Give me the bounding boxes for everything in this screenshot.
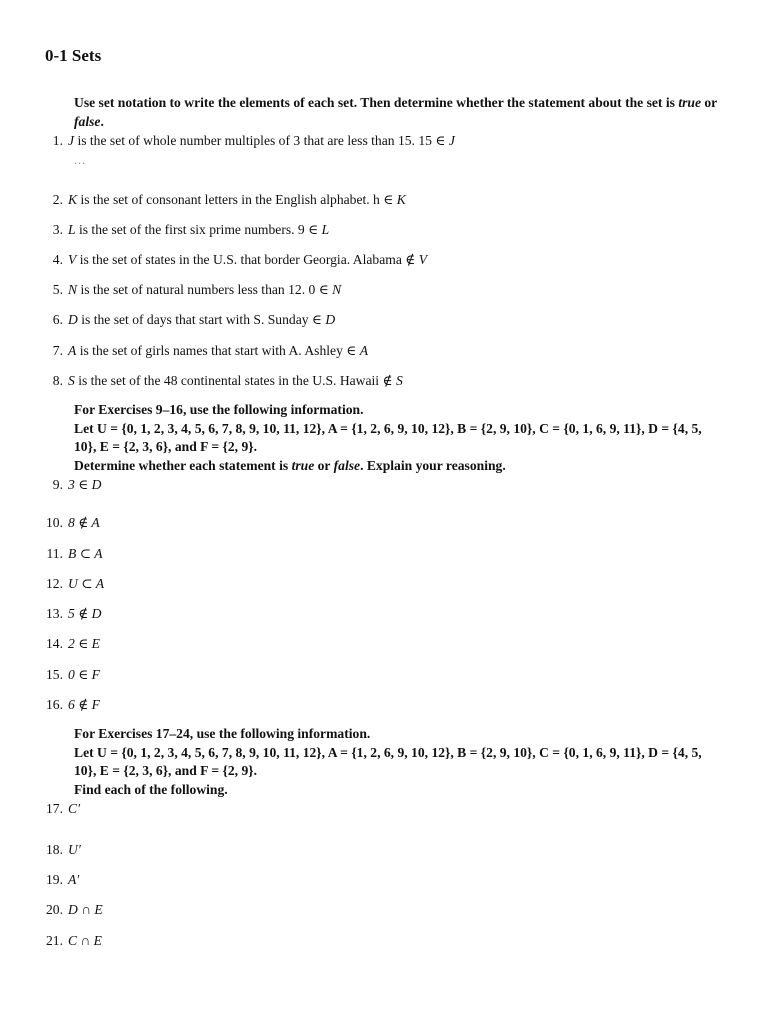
info-heading: For Exercises 9–16, use the following information.: [74, 402, 364, 417]
exercise-number: 14.: [46, 636, 63, 651]
exercise-item: [0, 545, 103, 563]
exercise-number: 21.: [46, 933, 63, 948]
exercise-number: 19.: [46, 872, 63, 887]
instructions: [74, 94, 724, 131]
exercise-number: 13.: [46, 606, 63, 621]
set-definitions: Let U = {0, 1, 2, 3, 4, 5, 6, 7, 8, 9, 10, 11, 12}, A = {1, 2, 6, 9, 10, 12}, B = {2, 9, 10}, C = {0, 1, 6, 9, 11}, D = {4, 5, 10}, E = {2, 3, 6}, and F = {2, 9}.: [74, 744, 702, 778]
exercise-text: is the set of consonant letters in the English alphabet. h ∈: [77, 192, 397, 207]
exercise-text: is the set of whole number multiples of 3 that are less than 15. 15 ∈: [74, 133, 449, 148]
exercise-item: [0, 605, 101, 623]
set-variable: V: [68, 252, 77, 267]
determine-instruction: [74, 457, 724, 476]
set-variable: S: [68, 373, 75, 388]
exercise-expression: 5 ∉ D: [68, 606, 102, 621]
set-variable: A: [359, 343, 369, 358]
exercise-item: [0, 251, 427, 269]
exercise-item: [0, 871, 79, 889]
exercise-number: 5.: [52, 282, 63, 297]
exercise-item: [0, 635, 100, 653]
exercise-info-17-24: [74, 725, 724, 799]
exercise-expression: 2 ∈ E: [68, 636, 100, 651]
exercise-number: 6.: [52, 312, 63, 327]
exercise-expression: D ∩ E: [68, 902, 103, 917]
instructions-end: .: [100, 113, 104, 129]
set-variable: V: [418, 252, 428, 267]
exercise-text: is the set of girls names that start with A. Ashley ∈: [76, 343, 360, 358]
set-definitions: Let U = {0, 1, 2, 3, 4, 5, 6, 7, 8, 9, 10, 11, 12}, A = {1, 2, 6, 9, 10, 12}, B = {2, 9, 10}, C = {0, 1, 6, 9, 11}, D = {4, 5, 10}, E = {2, 3, 6}, and F = {2, 9}.: [74, 420, 702, 454]
exercise-item: [0, 932, 102, 950]
exercise-expression: C′: [68, 801, 81, 816]
instructions-false: false: [74, 113, 101, 129]
exercise-expression: A′: [68, 872, 80, 887]
exercise-item: [0, 221, 329, 239]
exercise-number: 17.: [46, 801, 63, 816]
exercise-number: 8.: [52, 373, 63, 388]
exercise-text: is the set of the 48 continental states in the U.S. Hawaii ∉: [74, 373, 396, 388]
exercise-text: is the set of the first six prime numbers. 9 ∈: [75, 222, 322, 237]
info-heading: For Exercises 17–24, use the following information.: [74, 726, 371, 741]
exercise-number: 2.: [52, 192, 63, 207]
determine-lead: Determine whether each statement is: [74, 457, 292, 473]
exercise-expression: 8 ∉ A: [68, 515, 100, 530]
exercise-text: is the set of days that start with S. Sunday ∈: [77, 312, 326, 327]
exercise-number: 7.: [52, 343, 63, 358]
exercise-item: [0, 841, 81, 859]
exercise-number: 15.: [46, 667, 63, 682]
set-variable: L: [321, 222, 330, 237]
exercise-number: 10.: [46, 515, 63, 530]
exercise-item: [0, 342, 368, 360]
exercise-item: [0, 311, 335, 329]
set-variable: N: [68, 282, 78, 297]
exercise-expression: B ⊂ A: [68, 546, 103, 561]
set-variable: D: [68, 312, 78, 327]
exercise-item: [0, 514, 100, 532]
exercise-item: [0, 666, 100, 684]
exercise-expression: 0 ∈ F: [68, 667, 100, 682]
instructions-lead: Use set notation to write the elements of each set. Then determine whether the statement about the set is: [74, 95, 679, 110]
instructions-true: true: [678, 95, 701, 110]
set-variable: D: [325, 312, 336, 327]
exercise-item: [0, 901, 103, 919]
set-variable: S: [395, 373, 403, 388]
exercise-expression: 3 ∈ D: [68, 477, 102, 492]
exercise-item: [0, 191, 406, 209]
exercise-item: [0, 372, 403, 390]
exercise-expression: U′: [68, 842, 81, 857]
exercise-number: 12.: [46, 576, 63, 591]
exercise-expression: U ⊂ A: [68, 576, 105, 591]
exercise-number: 9.: [52, 477, 63, 492]
ellipsis: ...: [74, 153, 86, 167]
exercise-item: [0, 696, 100, 714]
exercise-number: 18.: [46, 842, 63, 857]
exercise-text: is the set of natural numbers less than 12. 0 ∈: [77, 282, 333, 297]
set-variable: K: [68, 192, 78, 207]
determine-or: or: [314, 457, 334, 473]
page-title: 0-1 Sets: [45, 46, 102, 65]
set-variable: J: [448, 133, 455, 148]
exercise-number: 16.: [46, 697, 63, 712]
exercise-info-9-16: [74, 401, 724, 475]
exercise-number: 11.: [46, 546, 63, 561]
exercise-text: is the set of states in the U.S. that border Georgia. Alabama ∉: [76, 252, 419, 267]
exercise-number: 3.: [52, 222, 63, 237]
find-instruction: Find each of the following.: [74, 781, 228, 797]
set-variable: J: [68, 133, 75, 148]
exercise-item: [0, 281, 341, 299]
determine-false: false: [333, 457, 361, 473]
exercise-number: 1.: [52, 133, 63, 148]
determine-true: true: [291, 457, 315, 473]
exercise-item: [0, 476, 101, 494]
instructions-or: or: [700, 95, 717, 110]
determine-end: . Explain your reasoning.: [360, 457, 506, 473]
exercise-number: 20.: [46, 902, 63, 917]
set-variable: L: [68, 222, 76, 237]
exercise-expression: C ∩ E: [68, 933, 102, 948]
set-variable: A: [68, 343, 77, 358]
exercise-number: 4.: [52, 252, 63, 267]
exercise-expression: 6 ∉ F: [68, 697, 100, 712]
set-variable: N: [332, 282, 342, 297]
exercise-item: [0, 132, 455, 150]
exercise-item: [0, 575, 104, 593]
set-variable: K: [396, 192, 406, 207]
exercise-item: [0, 800, 80, 818]
